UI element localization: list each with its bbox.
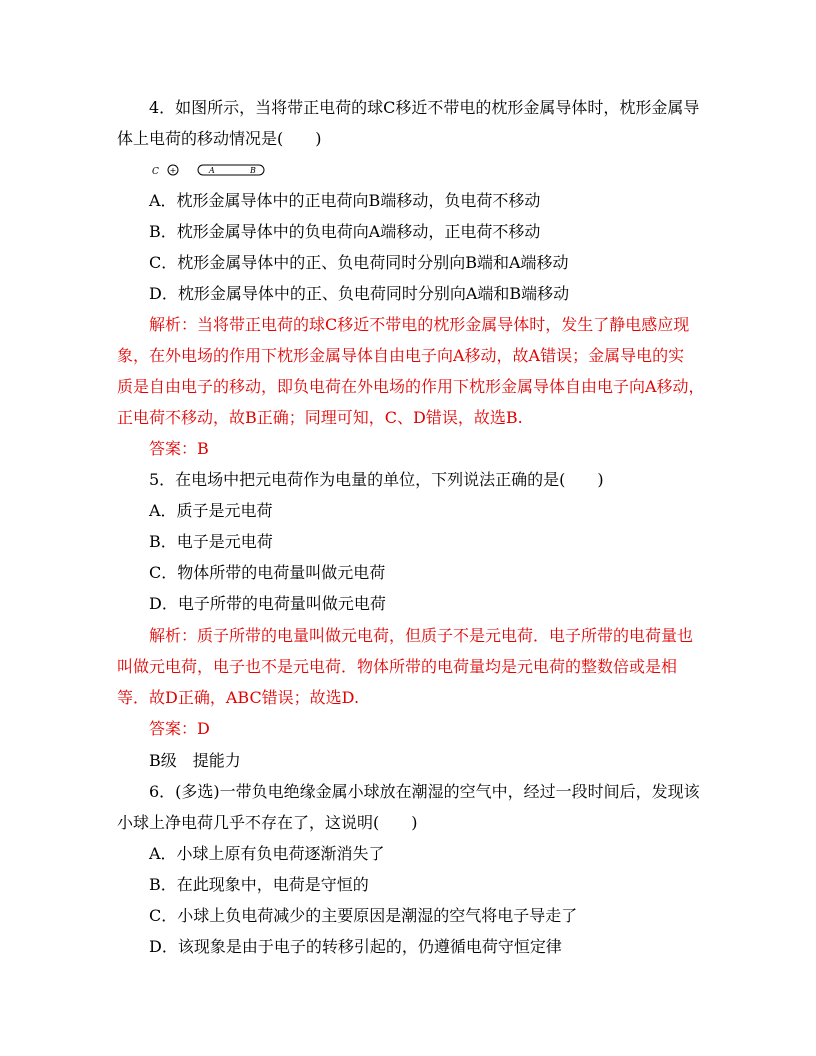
question-6-option-d: D．该现象是由于电子的转移引起的，仍遵循电荷守恒定律 (149, 937, 562, 956)
question-4-option-c: C．枕形金属导体中的正、负电荷同时分别向B端和A端移动 (149, 253, 569, 272)
question-6-option-a: A．小球上原有负电荷逐渐消失了 (149, 844, 385, 863)
question-5-option-c: C．物体所带的电荷量叫做元电荷 (149, 563, 386, 582)
question-4-option-d: D．枕形金属导体中的正、负电荷同时分别向A端和B端移动 (149, 284, 570, 303)
question-5-option-d: D．电子所带的电荷量叫做元电荷 (149, 594, 386, 613)
question-5-option-a: A．质子是元电荷 (149, 501, 273, 520)
question-6-stem-line-1: 6．(多选)一带负电绝缘金属小球放在潮湿的空气中，经过一段时间后，发现该 (149, 782, 700, 801)
question-6-option-b: B．在此现象中，电荷是守恒的 (149, 875, 369, 894)
question-5-stem: 5．在电场中把元电荷作为电量的单位，下列说法正确的是( ) (149, 470, 604, 489)
question-4-stem-line-2: 体上电荷的移动情况是( ) (117, 129, 322, 148)
end-b-label: B (250, 166, 256, 175)
question-4-analysis-line-3: 质是自由电子的移动，即负电荷在外电场的作用下枕形金属导体自由电子向A移动， (117, 377, 705, 396)
question-4-analysis-line-4: 正电荷不移动，故B正确；同理可知，C、D错误，故选B. (117, 408, 523, 427)
question-4-option-a: A．枕形金属导体中的正电荷向B端移动，负电荷不移动 (149, 191, 541, 210)
question-6-option-c: C．小球上负电荷减少的主要原因是潮湿的空气将电子导走了 (149, 906, 578, 925)
end-a-label: A (209, 166, 215, 175)
question-5-analysis-line-2: 叫做元电荷，电子也不是元电荷．物体所带的电荷量均是元电荷的整数倍或是相 (117, 657, 678, 676)
pillow-conductor-figure (151, 162, 267, 178)
question-5-option-b: B．电子是元电荷 (149, 532, 273, 551)
level-heading: B级 提能力 (149, 751, 241, 770)
question-4-answer: 答案：B (149, 439, 209, 458)
ball-sign: + (169, 166, 177, 175)
question-5-analysis-line-3: 等．故D正确，ABC错误；故选D. (117, 688, 360, 707)
question-4-option-b: B．枕形金属导体中的负电荷向A端移动，正电荷不移动 (149, 222, 541, 241)
question-4-stem-line-1: 4．如图所示，当将带正电荷的球C移近不带电的枕形金属导体时，枕形金属导 (149, 98, 700, 117)
ball-c-label: C (152, 167, 159, 177)
question-5-analysis-line-1: 解析：质子所带的电量叫做元电荷，但质子不是元电荷．电子所带的电荷量也 (149, 626, 694, 645)
question-4-analysis-line-2: 象，在外电场的作用下枕形金属导体自由电子向A移动，故A错误；金属导电的实 (117, 346, 685, 365)
question-6-stem-line-2: 小球上净电荷几乎不存在了，这说明( ) (117, 813, 418, 832)
question-4-analysis-line-1: 解析：当将带正电荷的球C移近不带电的枕形金属导体时，发生了静电感应现 (149, 315, 690, 334)
question-5-answer: 答案：D (149, 719, 210, 738)
